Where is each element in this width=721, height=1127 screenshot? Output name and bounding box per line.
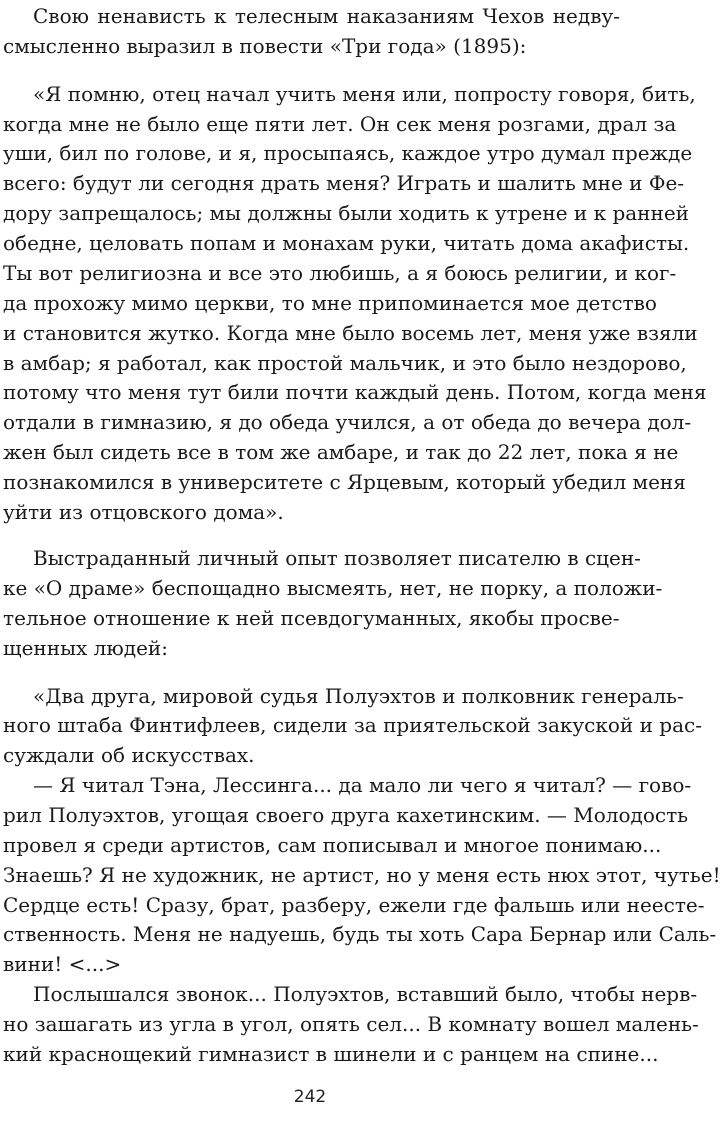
text-line: Ты вот религиозна и все это любишь, а я боюсь религии, и ког- bbox=[3, 260, 677, 285]
text-line: потому что меня тут били почти каждый день. Потом, когда меня bbox=[3, 380, 707, 405]
text-line: рил Полуэхтов, угощая своего друга кахетинским. — Молодость bbox=[3, 803, 689, 828]
text-line: суждали об искусствах. bbox=[3, 743, 255, 768]
text-line: в амбар; я работал, как простой мальчик, и это было нездорово, bbox=[3, 350, 687, 375]
text-line: тельное отношение к ней псевдогуманных, якобы просве- bbox=[3, 605, 620, 630]
text-line: смысленно выразил в повести «Три года» (1895): bbox=[3, 33, 527, 58]
text-line: ного штаба Финтифлеев, сидели за приятельской закуской и рас- bbox=[3, 713, 702, 738]
text-line: Послышался звонок... Полуэхтов, вставший было, чтобы нерв- bbox=[33, 982, 698, 1007]
text-line: Знаешь? Я не художник, не артист, но у меня есть нюх этот, чутье! bbox=[3, 862, 721, 887]
page-number: 242 bbox=[293, 1087, 327, 1108]
text-line: — Я читал Тэна, Лессинга... да мало ли чего я читал? — гово- bbox=[33, 773, 692, 798]
text-line: познакомился в университете с Ярцевым, который убедил меня bbox=[3, 469, 686, 494]
text-line: кий краснощекий гимназист в шинели и с ранцем на спине... bbox=[3, 1042, 659, 1067]
text-line: когда мне не было еще пяти лет. Он сек меня розгами, драл за bbox=[3, 111, 677, 136]
text-line: Свою ненависть к телесным наказаниям Чехов недву- bbox=[33, 3, 620, 28]
text-line: и становится жутко. Когда мне было восемь лет, меня уже взяли bbox=[3, 320, 698, 345]
text-line: обедне, целовать попам и монахам руки, читать дома акафисты. bbox=[3, 231, 690, 256]
text-line: но зашагать из угла в угол, опять сел... В комнату вошел малень- bbox=[3, 1012, 699, 1037]
text-line: Сердце есть! Сразу, брат, разберу, ежели где фальшь или неесте- bbox=[3, 892, 705, 917]
text-line: вини! <...> bbox=[3, 952, 122, 977]
text-line: ственность. Меня не надуешь, будь ты хоть Сара Бернар или Саль- bbox=[3, 922, 717, 947]
text-line: уши, бил по голове, и я, просыпаясь, каждое утро думал прежде bbox=[3, 141, 693, 166]
text-line: провел я среди артистов, сам пописывал и многое понимаю... bbox=[3, 832, 662, 857]
text-line: уйти из отцовского дома». bbox=[3, 499, 284, 524]
text-line: ке «О драме» беспощадно высмеять, нет, не порку, а положи- bbox=[3, 575, 663, 600]
text-line: отдали в гимназию, я до обеда учился, а от обеда до вечера дол- bbox=[3, 410, 692, 435]
text-line: Выстраданный личный опыт позволяет писателю в сцен- bbox=[33, 546, 641, 570]
text-line: всего: будут ли сегодня драть меня? Играть и шалить мне и Фе- bbox=[3, 171, 685, 196]
text-line: щенных людей: bbox=[3, 635, 168, 660]
text-line: «Я помню, отец начал учить меня или, попросту говоря, бить, bbox=[33, 81, 696, 106]
text-line: да прохожу мимо церкви, то мне припоминается мое детство bbox=[3, 290, 657, 315]
text-line: жен был сидеть все в том же амбаре, и так до 22 лет, пока я не bbox=[3, 440, 679, 465]
text-line: дору запрещалось; мы должны были ходить к утрене и к ранней bbox=[3, 201, 690, 226]
text-line: «Два друга, мировой судья Полуэхтов и полковник генераль- bbox=[33, 683, 684, 708]
